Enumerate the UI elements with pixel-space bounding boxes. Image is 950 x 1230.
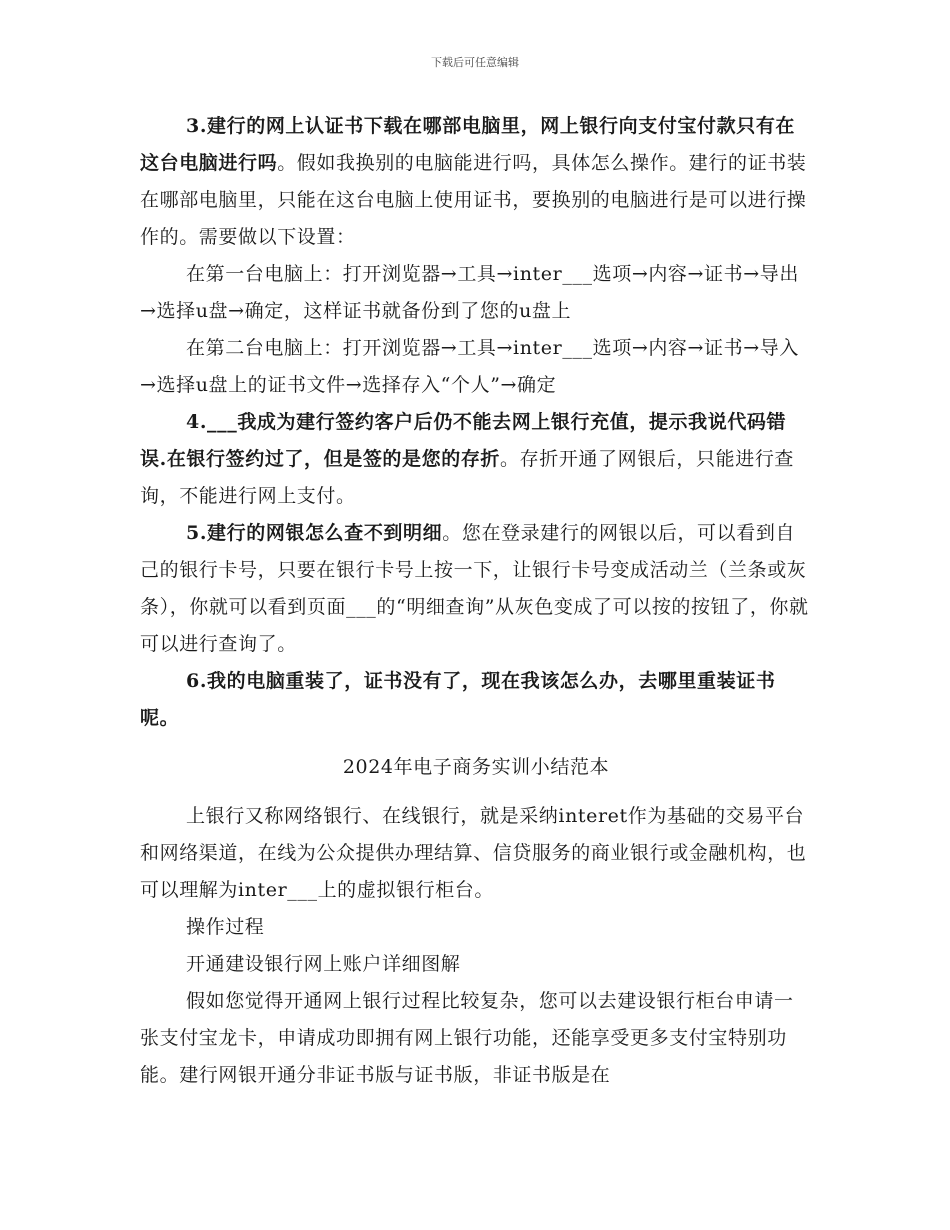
second-pc-steps: 在第二台电脑上：打开浏览器→工具→inter___选项→内容→证书→导入→选择u盘上的证书文件→选择存入“个人”→确定 <box>140 337 799 396</box>
section-title: 2024年电子商务实训小结范本 <box>342 756 610 778</box>
first-pc-steps: 在第一台电脑上：打开浏览器→工具→inter___选项→内容→证书→导出→选择u盘→确定，这样证书就备份到了您的u盘上 <box>140 263 799 322</box>
answer-5: 。您在登录建行的网银以后，可以看到自己的银行卡号，只要在银行卡号上按一下，让银行卡号变成活动兰（兰条或灰条），你就可以看到页面___的“明细查询”从灰色变成了可以按的按钮了，你就可以进行查询了。 <box>140 522 809 655</box>
paragraph-intro: 上银行又称网络银行、在线银行，就是采纳interet作为基础的交易平台和网络渠道，在线为公众提供办理结算、信贷服务的商业银行或金融机构，也可以理解为inter___上的虚拟银行柜台。 <box>140 805 807 901</box>
paragraph-process: 操作过程 <box>186 916 265 938</box>
document-body <box>140 108 812 1094</box>
paragraph-second-pc <box>140 330 812 404</box>
answer-4: 。存折开通了网银后，只能进行查询，不能进行网上支付。 <box>140 448 795 507</box>
page-header: 下载后可任意编辑 <box>431 56 519 69</box>
answer-3: 。假如我换别的电脑能进行吗，具体怎么操作。建行的证书装在哪部电脑里，只能在这台电脑上使用证书，要换别的电脑进行是可以进行操作的。需要做以下设置： <box>140 152 807 248</box>
paragraph-q5 <box>140 515 812 663</box>
paragraph-guide: 开通建设银行网上账户详细图解 <box>186 953 461 975</box>
paragraph-q6 <box>140 663 812 737</box>
paragraph-alipay: 假如您觉得开通网上银行过程比较复杂，您可以去建设银行柜台申请一张支付宝龙卡，申请成功即拥有网上银行功能，还能享受更多支付宝特别功能。建行网银开通分非证书版与证书版，非证书版是在 <box>140 990 794 1086</box>
paragraph-first-pc <box>140 256 812 330</box>
question-3: 3.建行的网上认证书下载在哪部电脑里，网上银行向支付宝付款只有在这台电脑进行吗 <box>140 115 796 174</box>
question-6: 6.我的电脑重装了，证书没有了，现在我该怎么办，去哪里重装证书呢。 <box>140 670 776 729</box>
paragraph-q3 <box>140 108 812 256</box>
question-5: 5.建行的网银怎么查不到明细 <box>186 522 443 544</box>
paragraph-q4 <box>140 404 812 515</box>
question-4: 4.___我成为建行签约客户后仍不能去网上银行充值，提示我说代码错误.在银行签约过了，但是签的是您的存折 <box>140 411 787 470</box>
